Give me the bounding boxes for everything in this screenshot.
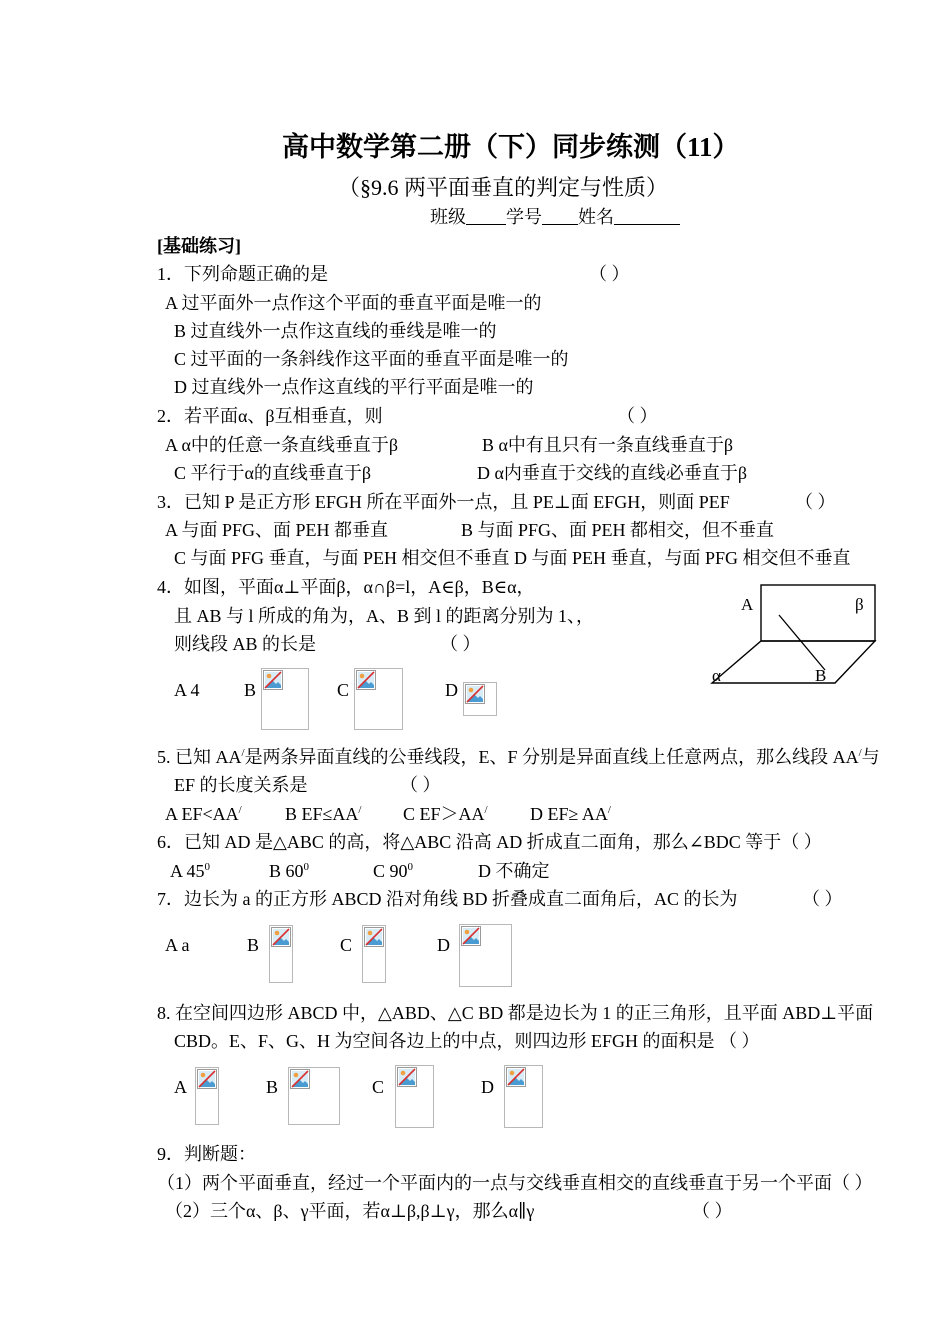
- q4-option-b-image: [261, 668, 309, 730]
- student-info-line: [430, 206, 680, 228]
- q1-option-a: A 过平面外一点作这个平面的垂直平面是唯一的: [165, 293, 542, 313]
- q6-option-c-text: C 90: [373, 861, 408, 881]
- broken-image-icon: [356, 670, 376, 690]
- q7-answer-paren: （ ）: [802, 889, 843, 909]
- q5-option-d-text: D EF≥ AA: [530, 804, 608, 824]
- q6-option-b-text: B 60: [269, 861, 304, 881]
- q1-stem: 1．下列命题正确的是: [157, 264, 328, 284]
- q4-option-a: A 4: [174, 680, 200, 700]
- broken-image-icon: [197, 1069, 217, 1089]
- q3-option-cd: C 与面 PFG 垂直，与面 PEH 相交但不垂直 D 与面 PEH 垂直，与面 PFG 相交但不垂直: [174, 548, 851, 568]
- plane-alpha-parallelogram: [712, 641, 875, 683]
- q2-option-c: C 平行于α的直线垂直于β: [174, 463, 372, 483]
- prime-mark: /: [484, 804, 488, 816]
- q5-option-b: [285, 803, 361, 825]
- q5-option-d: [530, 803, 611, 825]
- prime-mark: /: [238, 804, 242, 816]
- q2-option-d: D α内垂直于交线的直线必垂直于β: [477, 463, 748, 483]
- q3-option-b: B 与面 PFG、面 PEH 都相交，但不垂直: [461, 520, 775, 540]
- broken-image-icon: [290, 1069, 310, 1089]
- broken-image-icon: [465, 684, 485, 704]
- q8-line1: 8. 在空间四边形 ABCD 中，△ABD、△C BD 都是边长为 1 的正三角形，且平面 ABD⊥平面: [157, 1003, 874, 1023]
- q6-stem: 6．已知 AD 是△ABC 的高，将△ABC 沿高 AD 折成直二面角，那么∠BDC 等于（ ）: [157, 832, 822, 852]
- broken-image-icon: [397, 1067, 417, 1087]
- page-title: 高中数学第二册（下）同步练测（11）: [282, 132, 740, 162]
- q1-option-d: D 过直线外一点作这直线的平行平面是唯一的: [174, 377, 534, 397]
- q7-option-a: A a: [165, 935, 190, 955]
- q4-option-d-label: D: [445, 680, 458, 700]
- q7-option-c-label: C: [340, 935, 353, 955]
- q5-line2: EF 的长度关系是: [174, 775, 308, 795]
- prime-mark: /: [607, 804, 611, 816]
- label-a: A: [741, 595, 754, 614]
- label-b: B: [815, 666, 827, 685]
- q4-answer-paren: （ ）: [440, 634, 481, 654]
- q5-line1-post: 与: [861, 747, 880, 767]
- q2-answer-paren: （ ）: [617, 406, 658, 426]
- q3-stem: 3．已知 P 是正方形 EFGH 所在平面外一点，且 PE⊥面 EFGH，则面 PEF: [157, 492, 730, 512]
- name-blank: [614, 206, 680, 225]
- q7-option-d-label: D: [437, 935, 450, 955]
- page-subtitle: （§9.6 两平面垂直的判定与性质）: [338, 175, 669, 200]
- q9-statement-1: （1）两个平面垂直，经过一个平面内的一点与交线垂直相交的直线垂直于另一个平面（ ）: [157, 1173, 873, 1193]
- q2-option-a: A α中的任意一条直线垂直于β: [165, 435, 399, 455]
- broken-image-icon: [506, 1067, 526, 1087]
- broken-image-icon: [263, 670, 283, 690]
- q5-option-a-text: A EF<AA: [165, 804, 239, 824]
- q4-figure: [700, 575, 890, 690]
- q9-stem: 9．判断题：: [157, 1144, 256, 1164]
- q3-option-a: A 与面 PFG、面 PEH 都垂直: [165, 520, 389, 540]
- broken-image-icon: [364, 927, 384, 947]
- q5-option-a: [165, 803, 242, 825]
- q8-option-b-image: [288, 1067, 340, 1125]
- section-heading: [基础练习]: [157, 236, 241, 256]
- q4-option-c-label: C: [337, 680, 350, 700]
- q8-line2: CBD。E、F、G、H 为空间各边上的中点，则四边形 EFGH 的面积是 （ ）: [174, 1031, 760, 1051]
- q5-option-c-text: C EF＞AA: [403, 804, 485, 824]
- broken-image-icon: [271, 927, 291, 947]
- name-label: 姓名: [578, 207, 614, 227]
- id-blank: [542, 206, 578, 225]
- prime-mark: /: [858, 747, 862, 759]
- q6-option-c: [373, 860, 413, 882]
- q1-option-c: C 过平面的一条斜线作这平面的垂直平面是唯一的: [174, 349, 569, 369]
- id-label: 学号: [506, 207, 542, 227]
- broken-image-icon: [461, 926, 481, 946]
- prime-mark: /: [241, 747, 245, 759]
- q4-line1: 4．如图，平面α⊥平面β，α∩β=l，A∈β，B∈α，: [157, 577, 535, 597]
- q8-option-a-label: A: [174, 1077, 187, 1097]
- q1-answer-paren: （ ）: [589, 264, 630, 284]
- q2-stem: 2．若平面α、β互相垂直，则: [157, 406, 383, 426]
- q9-answer-paren: （ ）: [692, 1201, 733, 1221]
- q6-option-a: [170, 860, 210, 882]
- q6-option-a-text: A 45: [170, 861, 205, 881]
- q4-option-c-image: [354, 668, 403, 730]
- q8-option-d-label: D: [481, 1077, 494, 1097]
- degree-mark: 0: [204, 861, 211, 873]
- q5-line1: [157, 746, 880, 768]
- prime-mark: /: [358, 804, 362, 816]
- q8-option-d-image: [504, 1065, 543, 1128]
- q5-line1-mid: 是两条异面直线的公垂线段，E、F 分别是异面直线上任意两点，那么线段 AA: [244, 747, 859, 767]
- q8-option-c-image: [395, 1065, 434, 1128]
- class-label: 班级: [430, 207, 466, 227]
- q4-option-d-image: [463, 682, 497, 716]
- segment-ab: [779, 615, 825, 670]
- class-blank: [466, 206, 506, 225]
- q2-option-b: B α中有且只有一条直线垂直于β: [482, 435, 734, 455]
- degree-mark: 0: [407, 861, 414, 873]
- q4-option-b-label: B: [244, 680, 257, 700]
- q7-option-b-label: B: [247, 935, 260, 955]
- q7-option-d-image: [459, 924, 512, 987]
- q8-option-c-label: C: [372, 1077, 385, 1097]
- q8-option-a-image: [195, 1067, 219, 1125]
- q5-answer-paren: （ ）: [400, 775, 441, 795]
- q9-statement-2: （2）三个α、β、γ平面，若α⊥β,β⊥γ，那么α∥γ: [165, 1201, 535, 1221]
- q8-option-b-label: B: [266, 1077, 279, 1097]
- degree-mark: 0: [303, 861, 310, 873]
- label-beta: β: [855, 595, 864, 614]
- q5-option-b-text: B EF≤AA: [285, 804, 359, 824]
- q1-option-b: B 过直线外一点作这直线的垂线是唯一的: [174, 321, 497, 341]
- q4-line3: 则线段 AB 的长是: [174, 634, 317, 654]
- q5-line1-pre: 5. 已知 AA: [157, 747, 242, 767]
- q5-option-c: [403, 803, 488, 825]
- label-alpha: α: [712, 666, 721, 685]
- q6-option-b: [269, 860, 309, 882]
- q7-option-b-image: [269, 925, 293, 983]
- q3-answer-paren: （ ）: [795, 492, 836, 512]
- q7-stem: 7．边长为 a 的正方形 ABCD 沿对角线 BD 折叠成直二面角后，AC 的长为: [157, 889, 738, 909]
- q6-option-d: D 不确定: [478, 861, 550, 881]
- q4-line2: 且 AB 与 l 所成的角为，A、B 到 l 的距离分别为 1、，: [174, 606, 595, 626]
- q7-option-c-image: [362, 925, 386, 983]
